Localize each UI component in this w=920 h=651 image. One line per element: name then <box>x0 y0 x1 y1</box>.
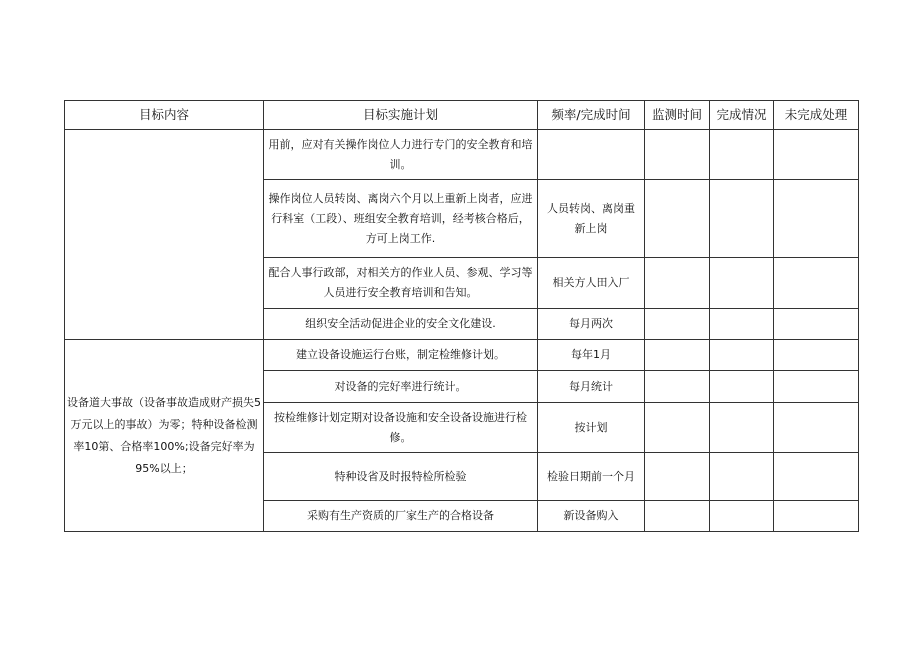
monitoring-cell <box>645 501 710 532</box>
table-row <box>65 130 859 180</box>
header-implementation-plan: 目标实施计划 <box>264 101 538 130</box>
plan-cell: 按检维修计划定期对设备设施和安全设备设施进行检修。 <box>264 403 538 453</box>
status-cell <box>710 340 774 371</box>
handling-cell <box>774 180 859 258</box>
status-cell <box>710 130 774 180</box>
handling-cell <box>774 340 859 371</box>
frequency-cell: 新设备购入 <box>538 501 645 532</box>
status-cell <box>710 371 774 403</box>
handling-cell <box>774 403 859 453</box>
frequency-cell: 每月统计 <box>538 371 645 403</box>
monitoring-cell <box>645 371 710 403</box>
monitoring-cell <box>645 130 710 180</box>
status-cell <box>710 453 774 501</box>
status-cell <box>710 501 774 532</box>
handling-cell <box>774 453 859 501</box>
plan-cell: 特种设省及时报特检所检验 <box>264 453 538 501</box>
plan-cell: 对设备的完好率进行统计。 <box>264 371 538 403</box>
frequency-cell: 检验日期前一个月 <box>538 453 645 501</box>
target-plan-table <box>64 100 859 532</box>
monitoring-cell <box>645 258 710 309</box>
plan-cell: 用前，应对有关操作岗位人力进行专门的安全教育和培训。 <box>264 130 538 180</box>
table-row <box>65 340 859 371</box>
plan-cell: 操作岗位人员转岗、离岗六个月以上重新上岗者，应进行科室（工段）、班组安全教育培训，经考核合格后，方可上岗工作. <box>264 180 538 258</box>
header-frequency: 频率/完成时间 <box>538 101 645 130</box>
plan-cell: 采购有生产资质的厂家生产的合格设备 <box>264 501 538 532</box>
handling-cell <box>774 258 859 309</box>
frequency-cell: 每月两次 <box>538 309 645 340</box>
plan-cell: 配合人事行政部，对相关方的作业人员、参观、学习等人员进行安全教育培训和告知。 <box>264 258 538 309</box>
header-incomplete-handling: 未完成处理 <box>774 101 859 130</box>
status-cell <box>710 180 774 258</box>
status-cell <box>710 258 774 309</box>
monitoring-cell <box>645 403 710 453</box>
handling-cell <box>774 371 859 403</box>
goal-cell: 设备道大事故（设备事故造成财产损失5万元以上的事故）为零；特种设备检测率10第、合格率100%;设备完好率为95%以上； <box>65 340 264 532</box>
monitoring-cell <box>645 453 710 501</box>
status-cell <box>710 403 774 453</box>
handling-cell <box>774 130 859 180</box>
monitoring-cell <box>645 340 710 371</box>
monitoring-cell <box>645 309 710 340</box>
handling-cell <box>774 309 859 340</box>
monitoring-cell <box>645 180 710 258</box>
frequency-cell: 每年1月 <box>538 340 645 371</box>
status-cell <box>710 309 774 340</box>
header-completion-status: 完成情况 <box>710 101 774 130</box>
header-goal-content: 目标内容 <box>65 101 264 130</box>
plan-cell: 组织安全活动促进企业的安全文化建设. <box>264 309 538 340</box>
header-monitoring-time: 监测时间 <box>645 101 710 130</box>
handling-cell <box>774 501 859 532</box>
plan-cell: 建立设备设施运行台账，制定检维修计划。 <box>264 340 538 371</box>
frequency-cell: 按计划 <box>538 403 645 453</box>
frequency-cell <box>538 130 645 180</box>
frequency-cell: 相关方人田入厂 <box>538 258 645 309</box>
frequency-cell: 人员转岗、离岗重新上岗 <box>538 180 645 258</box>
header-row <box>65 101 859 130</box>
goal-cell <box>65 130 264 340</box>
